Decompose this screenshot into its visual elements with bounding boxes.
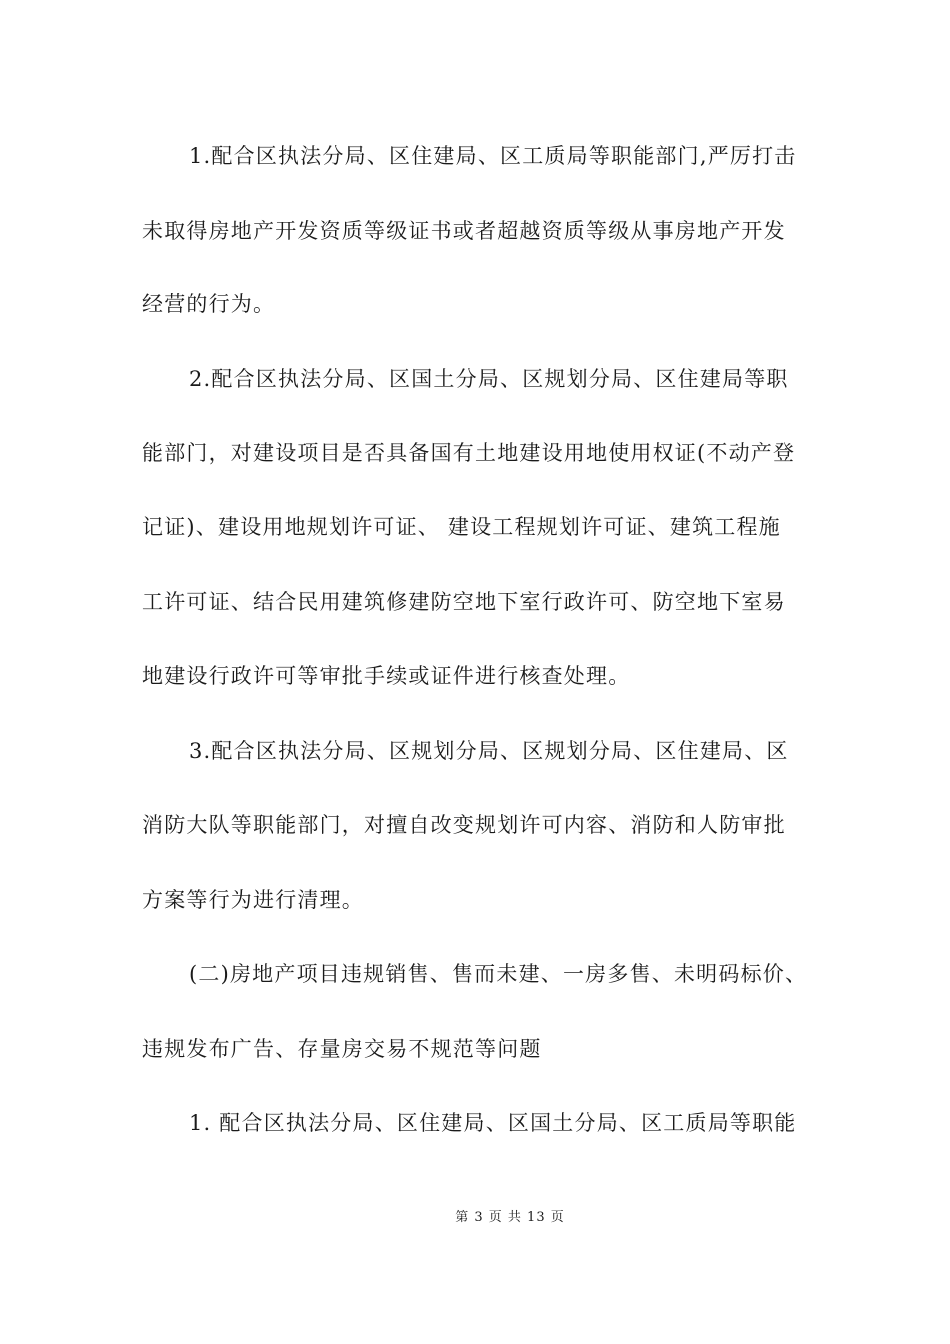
paragraph-2-line-5: 地建设行政许可等审批手续或证件进行核查处理。: [142, 664, 631, 688]
page-number-footer: 第 3 页 共 13 页: [455, 1210, 565, 1225]
paragraph-2-line-2: 能部门，对建设项目是否具备国有土地建设用地使用权证(不动产登: [142, 441, 796, 465]
paragraph-2-line-3: 记证)、建设用地规划许可证、 建设工程规划许可证、建筑工程施: [142, 515, 781, 539]
paragraph-2-line-4: 工许可证、结合民用建筑修建防空地下室行政许可、防空地下室易: [142, 590, 786, 614]
paragraph-3-line-1: 3.配合区执法分局、区规划分局、区规划分局、区住建局、区: [189, 739, 789, 763]
section-heading-line-1: (二)房地产项目违规销售、售而未建、一房多售、未明码标价、: [189, 962, 808, 986]
paragraph-4-line-1: 1. 配合区执法分局、区住建局、区国土分局、区工质局等职能: [189, 1111, 797, 1135]
paragraph-3-line-3: 方案等行为进行清理。: [142, 888, 364, 912]
paragraph-1-line-1: 1.配合区执法分局、区住建局、区工质局等职能部门,严厉打击: [189, 144, 797, 168]
paragraph-3-line-2: 消防大队等职能部门，对擅自改变规划许可内容、消防和人防审批: [142, 813, 786, 837]
paragraph-1-line-2: 未取得房地产开发资质等级证书或者超越资质等级从事房地产开发: [142, 219, 786, 243]
paragraph-2-line-1: 2.配合区执法分局、区国土分局、区规划分局、区住建局等职: [189, 367, 789, 391]
paragraph-1-line-3: 经营的行为。: [142, 292, 276, 316]
section-heading-line-2: 违规发布广告、存量房交易不规范等问题: [142, 1037, 542, 1061]
